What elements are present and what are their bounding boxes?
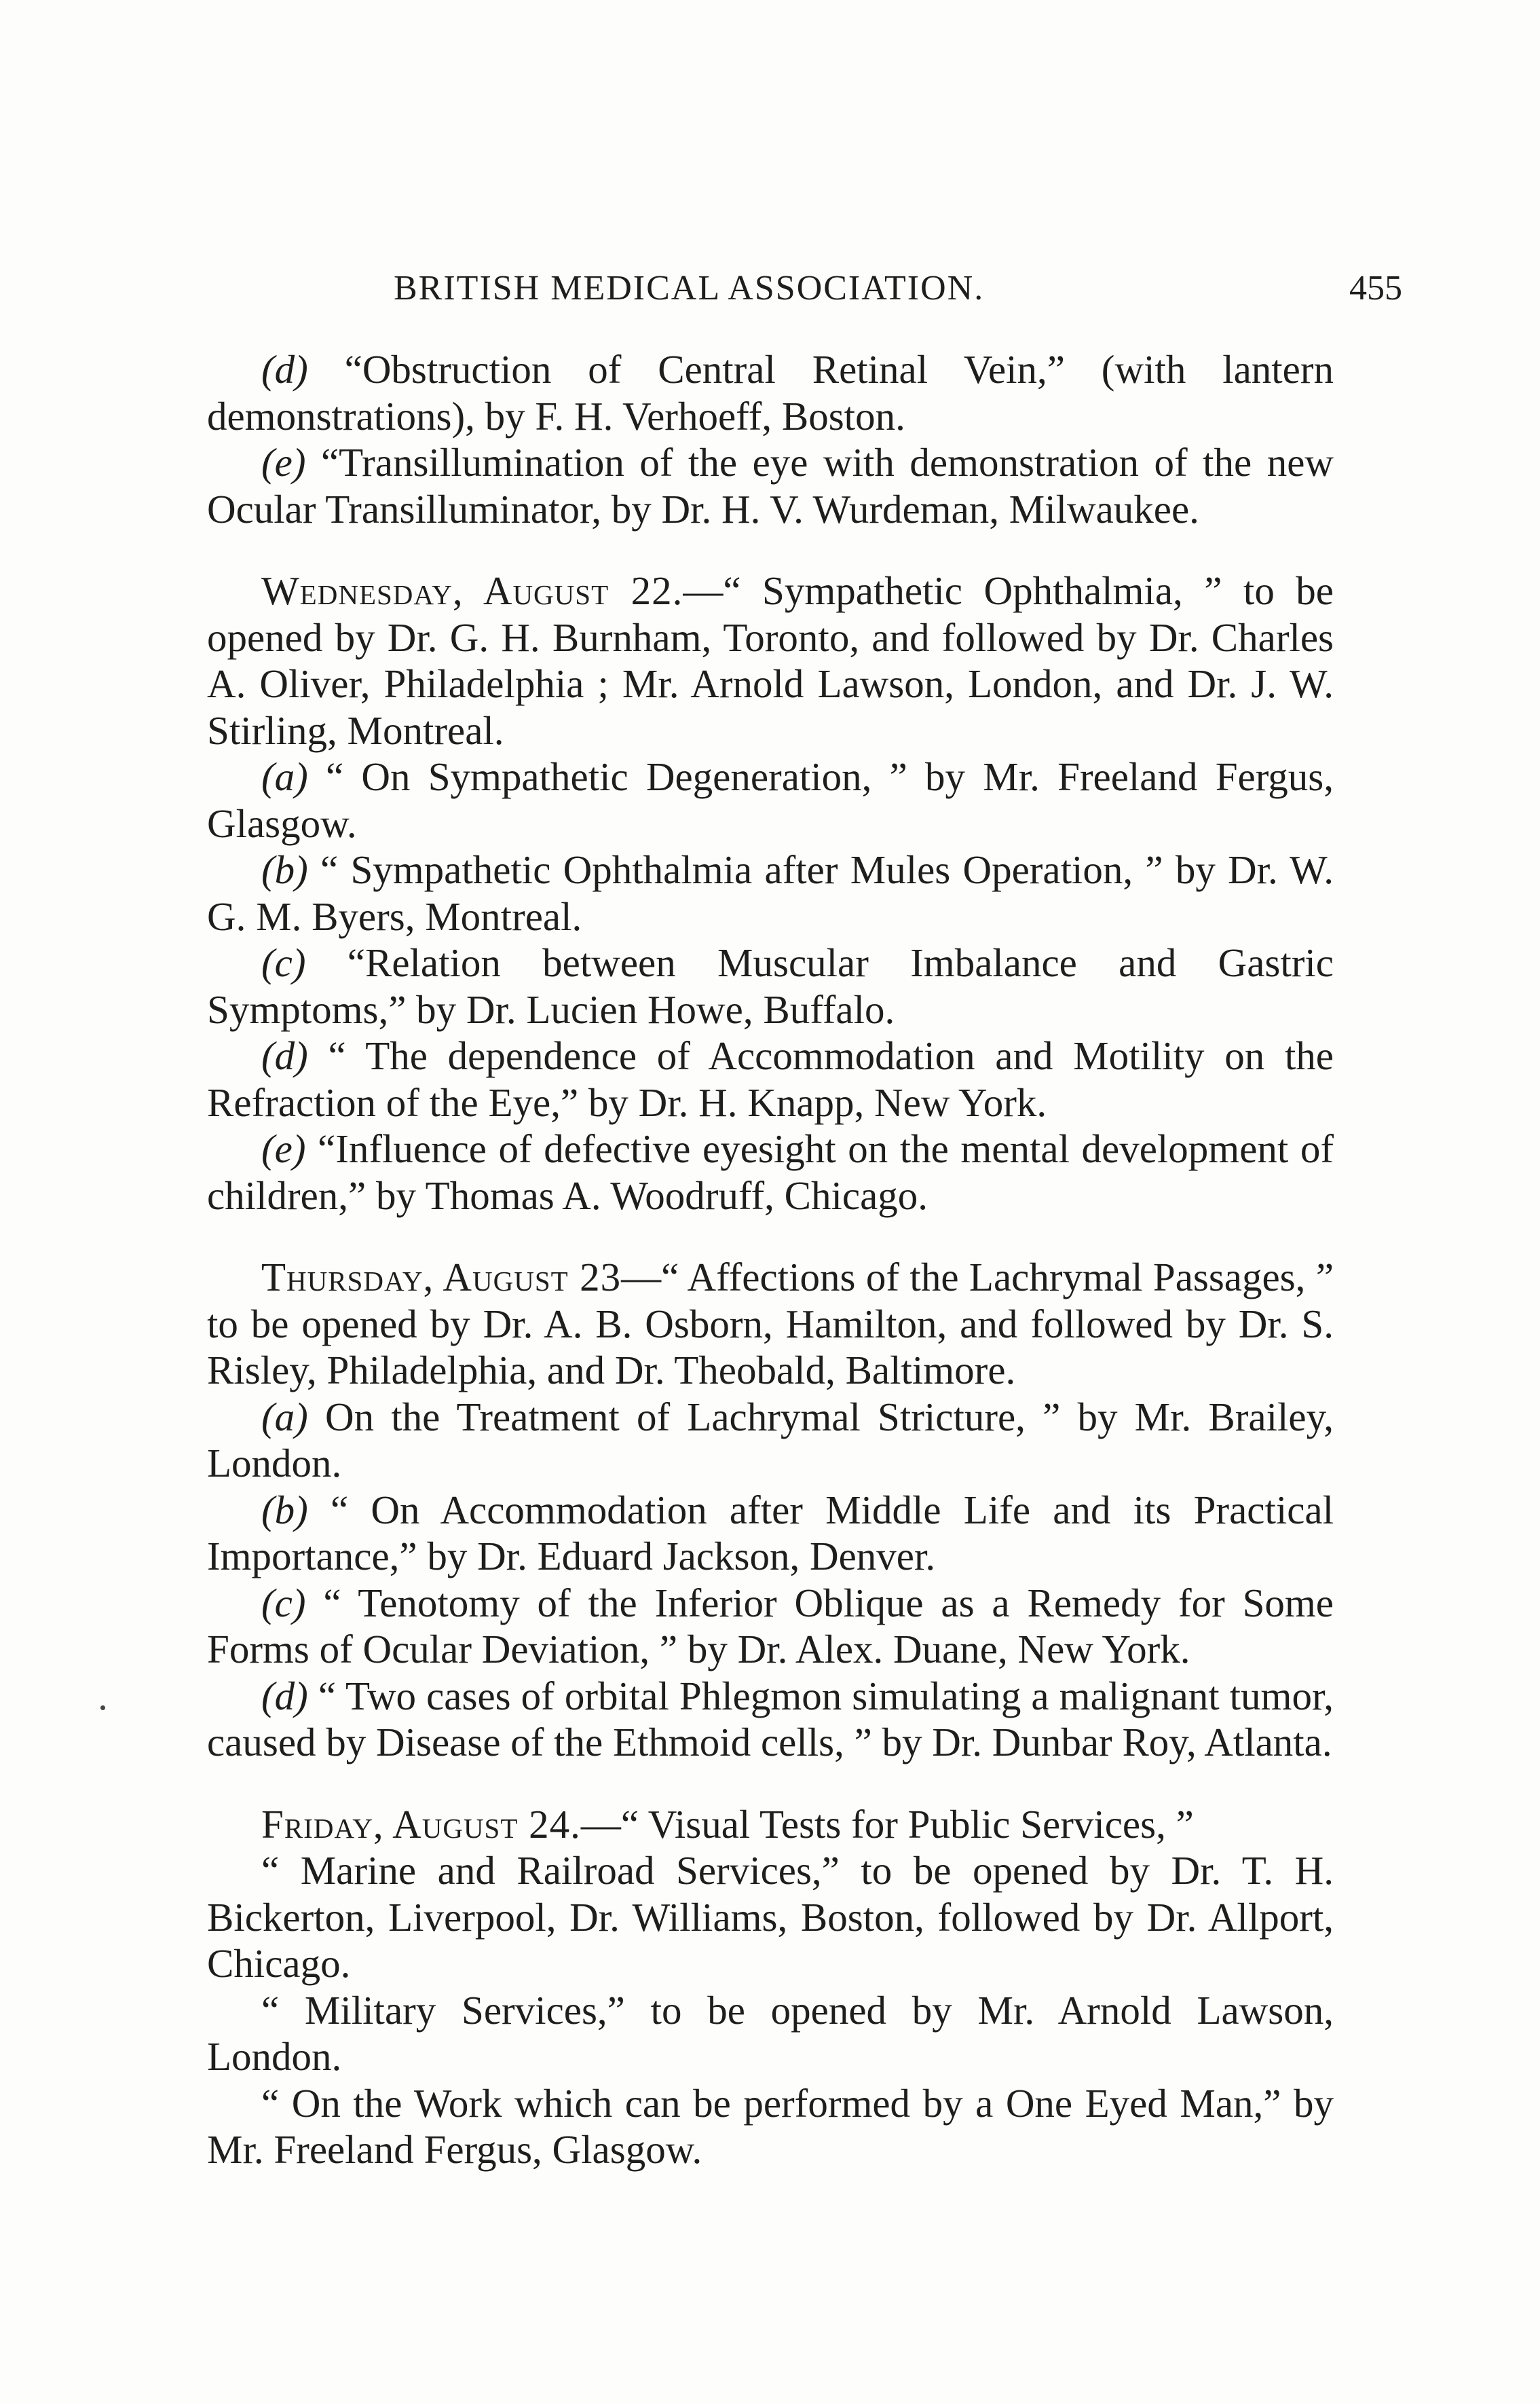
item-label: (a) bbox=[261, 754, 308, 799]
paragraph-text: “Influence of defective eyesight on the mental development of children,” by Thomas A. Woodruff, Chicago. bbox=[207, 1126, 1334, 1218]
paragraph-e-defective-eyesight bbox=[207, 1126, 1334, 1219]
paragraph-c-muscular-imbalance bbox=[207, 940, 1334, 1033]
paragraph-text: “Transillumination of the eye with demonstration of the new Ocular Transilluminator, by Dr. H. V. Wurdeman, Milwaukee. bbox=[207, 440, 1334, 532]
paragraph-marine-railroad bbox=[207, 1847, 1334, 1987]
section-friday bbox=[207, 1801, 1334, 1848]
paragraph-d-accommodation-motility bbox=[207, 1033, 1334, 1126]
paragraph-e-transillumination bbox=[207, 439, 1334, 532]
item-label: (b) bbox=[261, 1487, 308, 1532]
day-heading: Friday, August 24. bbox=[261, 1801, 581, 1847]
paragraph-d-obstruction bbox=[207, 346, 1334, 439]
paragraph-c-tenotomy bbox=[207, 1580, 1334, 1673]
paragraph-b-mules-operation bbox=[207, 847, 1334, 940]
item-label: (d) bbox=[261, 347, 308, 392]
item-label: (c) bbox=[261, 940, 306, 985]
item-label: (d) bbox=[261, 1673, 308, 1718]
page-body bbox=[207, 346, 1334, 2173]
paragraph-text: —“ Affections of the Lachrymal Passages, ” to be opened by Dr. A. B. Osborn, Hamilton, and followed by Dr. S. Risley, Philadelphia, and Dr. Theobald, Baltimore. bbox=[207, 1255, 1334, 1392]
section-thursday bbox=[207, 1254, 1334, 1394]
paragraph-text: “Relation between Muscular Imbalance and Gastric Symptoms,” by Dr. Lucien Howe, Buffalo. bbox=[207, 940, 1334, 1032]
paragraph-text: “ Marine and Railroad Services,” to be opened by Dr. T. H. Bickerton, Liverpool, Dr. Williams, Boston, followed by Dr. Allport, Chicago. bbox=[207, 1848, 1334, 1986]
paragraph-text: —“ Visual Tests for Public Services, ” bbox=[580, 1801, 1194, 1847]
item-label: (c) bbox=[261, 1580, 306, 1625]
item-label: (d) bbox=[261, 1033, 308, 1078]
paragraph-military bbox=[207, 1987, 1334, 2080]
page-number: 455 bbox=[1349, 269, 1402, 308]
day-heading: Wednesday, August 22. bbox=[261, 568, 683, 613]
item-label: (e) bbox=[261, 440, 306, 485]
paragraph-text: “ On Sympathetic Degeneration, ” by Mr. Freeland Fergus, Glasgow. bbox=[207, 754, 1334, 846]
paragraph-text: “ The dependence of Accommodation and Motility on the Refraction of the Eye,” by Dr. H. Knapp, New York. bbox=[207, 1033, 1334, 1125]
day-heading: Thursday, August 23 bbox=[261, 1255, 622, 1299]
paragraph-text: “ Sympathetic Ophthalmia after Mules Operation, ” by Dr. W. G. M. Byers, Montreal. bbox=[207, 847, 1334, 939]
paragraph-text: —“ Sympathetic Ophthalmia, ” to be opened by Dr. G. H. Burnham, Toronto, and followed by Dr. Charles A. Oliver, Philadelphia ; Mr. Arnold Lawson, London, and Dr. J. W. Stirling, Montreal. bbox=[207, 568, 1334, 753]
paragraph-a-lachrymal-stricture bbox=[207, 1394, 1334, 1487]
paragraph-text: “ On Accommodation after Middle Life and its Practical Importance,” by Dr. Eduard Jackson, Denver. bbox=[207, 1487, 1334, 1578]
paragraph-text: “ Military Services,” to be opened by Mr. Arnold Lawson, London. bbox=[207, 1987, 1334, 2079]
paragraph-text: On the Treatment of Lachrymal Stricture, ” by Mr. Brailey, London. bbox=[207, 1394, 1334, 1485]
paragraph-d-orbital-phlegmon bbox=[207, 1673, 1334, 1766]
item-label: (b) bbox=[261, 847, 308, 892]
paragraph-one-eyed-man bbox=[207, 2080, 1334, 2173]
paragraph-text: “Obstruction of Central Retinal Vein,” (with lantern demonstrations), by F. H. Verhoeff, Boston. bbox=[207, 347, 1334, 439]
paragraph-b-accommodation-middle-life bbox=[207, 1487, 1334, 1580]
paragraph-text: “ Tenotomy of the Inferior Oblique as a Remedy for Some Forms of Ocular Deviation, ” by Dr. Alex. Duane, New York. bbox=[207, 1580, 1334, 1671]
paragraph-text: “ Two cases of orbital Phlegmon simulating a malignant tumor, caused by Disease of the Ethmoid cells, ” by Dr. Dunbar Roy, Atlanta. bbox=[207, 1673, 1334, 1764]
paragraph-a-sympathetic-degeneration bbox=[207, 754, 1334, 847]
paragraph-text: “ On the Work which can be performed by a One Eyed Man,” by Mr. Freeland Fergus, Glasgow. bbox=[207, 2080, 1334, 2172]
item-label: (e) bbox=[261, 1126, 306, 1171]
running-header: BRITISH MEDICAL ASSOCIATION. bbox=[394, 269, 985, 308]
section-wednesday bbox=[207, 568, 1334, 754]
print-speck bbox=[100, 1705, 105, 1710]
item-label: (a) bbox=[261, 1394, 308, 1439]
